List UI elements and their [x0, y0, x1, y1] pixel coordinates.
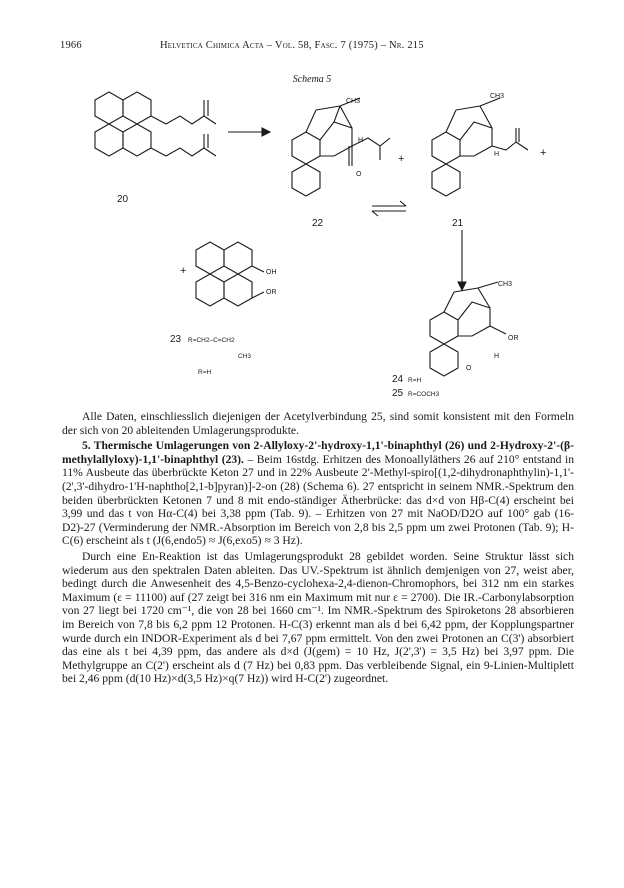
structure-23 [196, 242, 264, 306]
atom-o-22: O [356, 171, 362, 178]
r-h-23: R=H [198, 369, 212, 376]
r-acyl-25: R=COCH3 [408, 391, 440, 398]
journal-citation: Helvetica Chimica Acta – Vol. 58, Fasc. 7 (1975) – Nr. 215 [160, 40, 424, 51]
atom-ch3-21: CH3 [490, 93, 505, 100]
atom-h-24: H [494, 353, 500, 360]
section-heading: 5. Thermische Umlagerungen von 2-Allyloxy-2'-hydroxy-1,1'-binaphthyl (26) und 2-Hydroxy-2'-(β-methylallyloxy)-1,1'-binaphthyl (23). [62, 439, 574, 466]
label-20: 20 [117, 194, 129, 205]
reaction-scheme [0, 70, 624, 400]
atom-ch3-22: CH3 [346, 98, 361, 105]
scheme-title: Schema 5 [292, 74, 332, 85]
r-definition-23: R=CH2–C=CH2 [188, 337, 235, 344]
plus-22: + [398, 153, 405, 165]
label-25: 25 [392, 388, 404, 399]
label-24: 24 [392, 374, 404, 385]
page-number: 1966 [60, 40, 82, 51]
atom-or-23: OR [266, 289, 277, 296]
structure-22 [292, 98, 390, 196]
atom-h-22: H [358, 137, 364, 144]
body-text [62, 410, 574, 688]
label-23: 23 [170, 334, 182, 345]
atom-oh-23: OH [266, 269, 277, 276]
paragraph-3: Durch eine En-Reaktion ist das Umlagerungsprodukt 28 gebildet worden. Seine Struktur lässt sich wiederum aus den spektralen Daten ableiten. Das UV.-Spektrum ist ähnlich demjenigen von 27, weist aber, bedingt durch die Anwesenheit des 4,5-Benzo-cyclohexa-2,4-dienon-Chromophors, bei 312 nm ein starkes Maximum (ε = 11100) auf (27 zeigt bei 316 nm ein Maximum mit nur ε = 2700). Die IR.-Carbonylabsorption von 27 liegt bei 1720 cm⁻¹, die von 28 bei 1660 cm⁻¹. Im NMR.-Spektrum des Spiroketons 28 absorbieren im Bereich von 7,8 bis 6,2 ppm 12 Protonen. H-C(3) erkennt man als d bei 6,42 ppm, der Kopplungspartner wurde durch ein INDOR-Experiment als d bei 7,67 ppm ermittelt. Von den zwei Protonen an C(3') absorbiert das eine als t bei 4,39 ppm, das andere als d×d (J(gem) = 10 Hz, J(2',3') = 3,5 Hz) bei 3,97 ppm. Die Methylgruppe an C(2') erscheint als d (7 Hz) bei 0,83 ppm. Das verbleibende Signal, ein 9-Linien-Multiplett bei 2,46 ppm (d(10 Hz)×d(3,5 Hz)×q(7 Hz)) wird H-C(2') zugeordnet. [62, 549, 574, 686]
r-h-24: R=H [408, 377, 422, 384]
running-header [60, 40, 580, 54]
atom-or-24: OR [508, 335, 519, 342]
label-21: 21 [452, 218, 464, 229]
plus-21: + [540, 147, 547, 159]
r-methyl-23: CH3 [238, 353, 252, 360]
atom-ch3-24: CH3 [498, 281, 513, 288]
atom-h-21: H [494, 151, 500, 158]
paragraph-1: Alle Daten, einschliesslich diejenigen der Acetylverbindung 25, sind somit konsistent mit den Formeln der sich von 20 ableitenden Umlagerungsprodukte. [62, 410, 574, 437]
atom-o-24: O [466, 365, 472, 372]
structure-21 [432, 98, 528, 196]
structure-20 [95, 92, 216, 156]
plus-23: + [180, 265, 187, 277]
label-22: 22 [312, 218, 324, 229]
paragraph-2-text: – Beim 16stdg. Erhitzen des Monoallyläthers 26 auf 210° entstand in 11% Ausbeute das überbrückte Keton 27 und in 22% Ausbeute 2'-Methyl-spiro[(1,2-dihydronaphthylin)-1,1'-(2',3'-dihydro-1'H-naphtho[2,1-b]pyran)]-2-on (28) (Schema 6). 27 entspricht in seinem NMR.-Spektrum den beiden überbrückten Ketonen 7 und 8 mit endo-ständiger Ätherbrücke: das d×d von Hβ-C(4) erscheint bei 3,99 und das t von Hα-C(4) bei 3,38 ppm (Tab. 9). – Erhitzen von 27 mit NaOD/D2O auf 100° gab (16-D2)-27 (Verminderung der NMR.-Absorption im Bereich von 2,8 bis 2,5 ppm um zwei Protonen (Tab. 9); H-C(6) erscheint als t (J(6,endo5) ≈ J(6,exo5) ≈ 3 Hz). [62, 452, 574, 548]
paragraph-2 [62, 439, 574, 548]
structure-24-25 [430, 282, 506, 376]
